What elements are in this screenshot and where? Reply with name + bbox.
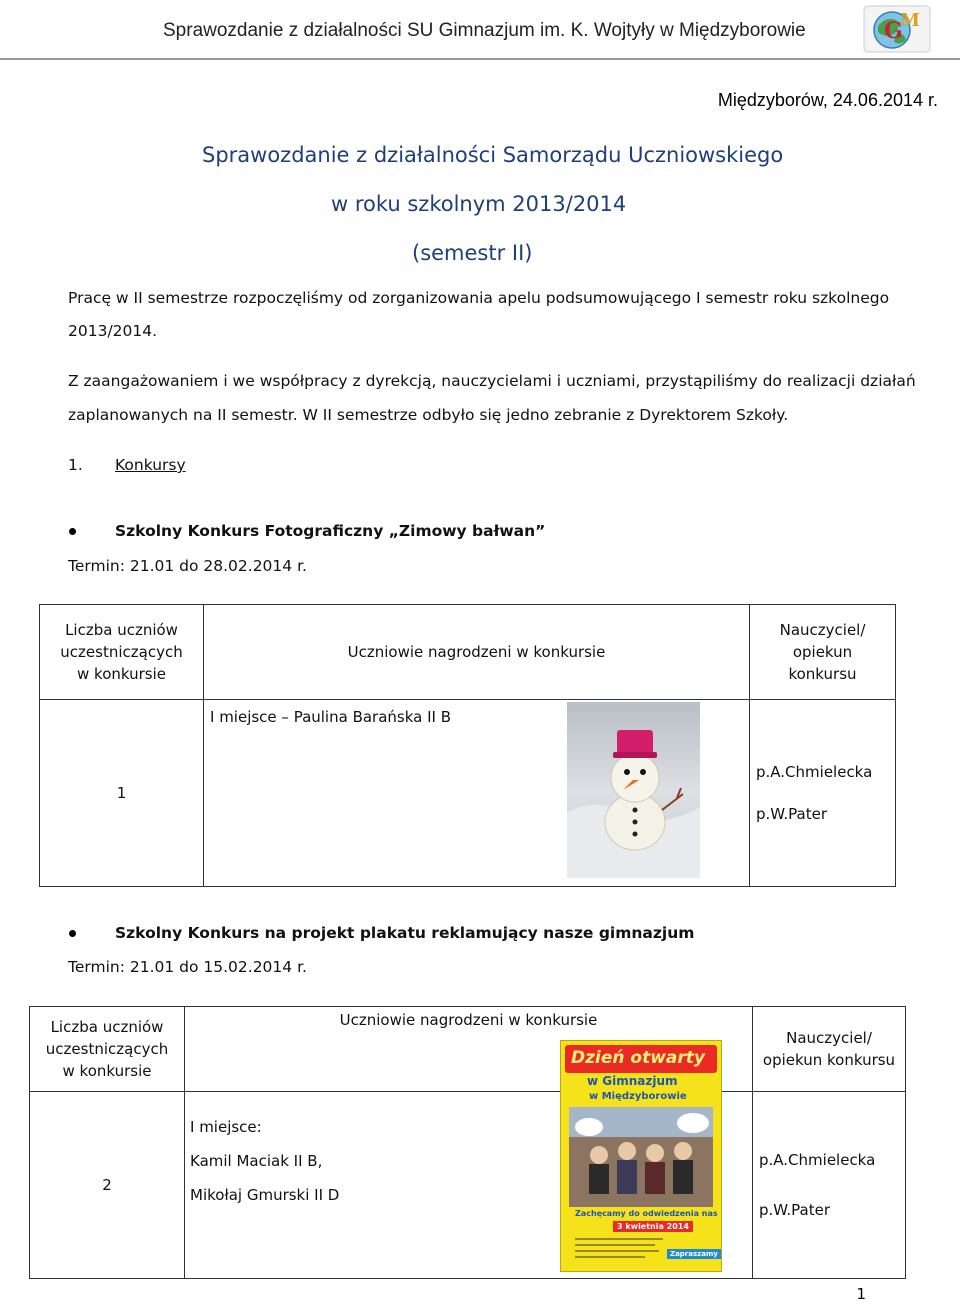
- bullet-icon: [69, 528, 76, 535]
- header-line: Liczba uczniów: [50, 1018, 164, 1036]
- header-line: Nauczyciel/: [779, 621, 866, 639]
- document-subtitle-semester: (semestr II): [412, 241, 533, 265]
- header-teacher: [750, 605, 896, 700]
- poster-footer-badge: Zapraszamy: [667, 1249, 721, 1259]
- header-teacher: [753, 1007, 906, 1092]
- header-line: konkursu: [788, 665, 857, 683]
- participant-count: 1: [40, 700, 204, 887]
- header-line: w konkursie: [77, 665, 166, 683]
- winner-text: I miejsce – Paulina Barańska II B: [210, 708, 452, 726]
- header-line: Nauczyciel/: [786, 1029, 872, 1047]
- section-title-konkursy: Konkursy: [115, 456, 186, 474]
- contest2-table: [29, 1006, 906, 1279]
- header-line: opiekun konkursu: [762, 1051, 896, 1069]
- header-participants: [30, 1007, 185, 1092]
- table-header-row: [30, 1007, 906, 1092]
- contest1-table: [39, 604, 896, 887]
- header-line: uczestniczących: [60, 643, 183, 661]
- header-line: uczestniczących: [45, 1040, 169, 1058]
- bullet-icon: [69, 930, 76, 937]
- header-line: w konkursie: [62, 1062, 152, 1080]
- teacher-name: p.W.Pater: [756, 805, 828, 823]
- winner-name: Kamil Maciak II B,: [190, 1152, 323, 1170]
- document-date: Międzyborów, 24.06.2014 r.: [717, 90, 938, 110]
- contest2-name: Szkolny Konkurs na projekt plakatu reklamujący nasze gimnazjum: [115, 924, 695, 942]
- poster-image: [560, 1040, 722, 1272]
- header-winners: Uczniowie nagrodzeni w konkursie: [204, 605, 750, 700]
- poster-title: Dzień otwarty: [571, 1048, 705, 1068]
- header-participants: [40, 605, 204, 700]
- poster-photo: [569, 1107, 713, 1207]
- section-number: 1.: [68, 456, 83, 474]
- teachers-cell: [753, 1092, 906, 1279]
- page-number: 1: [856, 1285, 866, 1303]
- intro-paragraph-line2: 2013/2014.: [68, 322, 158, 340]
- poster-subtitle-place: w Międzyborowie: [589, 1091, 687, 1102]
- poster-subtitle-school: w Gimnazjum: [587, 1074, 678, 1088]
- running-header: Sprawozdanie z działalności SU Gimnazjum im. K. Wojtyły w Międzyborowie: [163, 20, 806, 41]
- document-subtitle-year: w roku szkolnym 2013/2014: [331, 192, 627, 216]
- document-title: Sprawozdanie z działalności Samorządu Uczniowskiego: [202, 143, 784, 167]
- cooperation-paragraph-line2: zaplanowanych na II semestr. W II semestrze odbyło się jedno zebranie z Dyrektorem Szkoły.: [68, 406, 789, 424]
- header-line: Liczba uczniów: [65, 621, 178, 639]
- place-label: I miejsce:: [190, 1118, 262, 1136]
- poster-date-badge: 3 kwietnia 2014: [613, 1221, 693, 1232]
- svg-text:M: M: [900, 10, 920, 31]
- winners-cell: [204, 700, 750, 887]
- participant-count: 2: [30, 1092, 185, 1279]
- header-divider: [0, 58, 960, 60]
- cooperation-paragraph-line1: Z zaangażowaniem i we współpracy z dyrekcją, nauczycielami i uczniami, przystąpiliśmy do realizacji działań: [68, 372, 916, 390]
- teacher-name: p.A.Chmielecka: [756, 763, 873, 781]
- contest1-name: Szkolny Konkurs Fotograficzny „Zimowy bałwan”: [115, 522, 546, 540]
- contest2-term: Termin: 21.01 do 15.02.2014 r.: [68, 958, 307, 976]
- teacher-name: p.A.Chmielecka: [759, 1151, 876, 1169]
- contest1-term: Termin: 21.01 do 28.02.2014 r.: [68, 557, 307, 575]
- header-winners-label: Uczniowie nagrodzeni w konkursie: [339, 1011, 598, 1029]
- intro-paragraph-line1: Pracę w II semestrze rozpoczęliśmy od zorganizowania apelu podsumowującego I semestr roku szkolnego: [68, 289, 890, 307]
- snowman-photo: [567, 702, 700, 878]
- teacher-name: p.W.Pater: [759, 1201, 831, 1219]
- table-row: [30, 1092, 906, 1279]
- table-row: [40, 700, 896, 887]
- poster-invite: Zachęcamy do odwiedzenia nas: [575, 1209, 718, 1218]
- header-line: opiekun: [792, 643, 853, 661]
- winners-list: [190, 1110, 339, 1212]
- poster-details: [575, 1235, 667, 1265]
- school-logo-icon: [862, 4, 932, 54]
- svg-text:G: G: [884, 18, 903, 44]
- winner-name: Mikołaj Gmurski II D: [190, 1186, 340, 1204]
- table-header-row: [40, 605, 896, 700]
- teachers-cell: [750, 700, 896, 887]
